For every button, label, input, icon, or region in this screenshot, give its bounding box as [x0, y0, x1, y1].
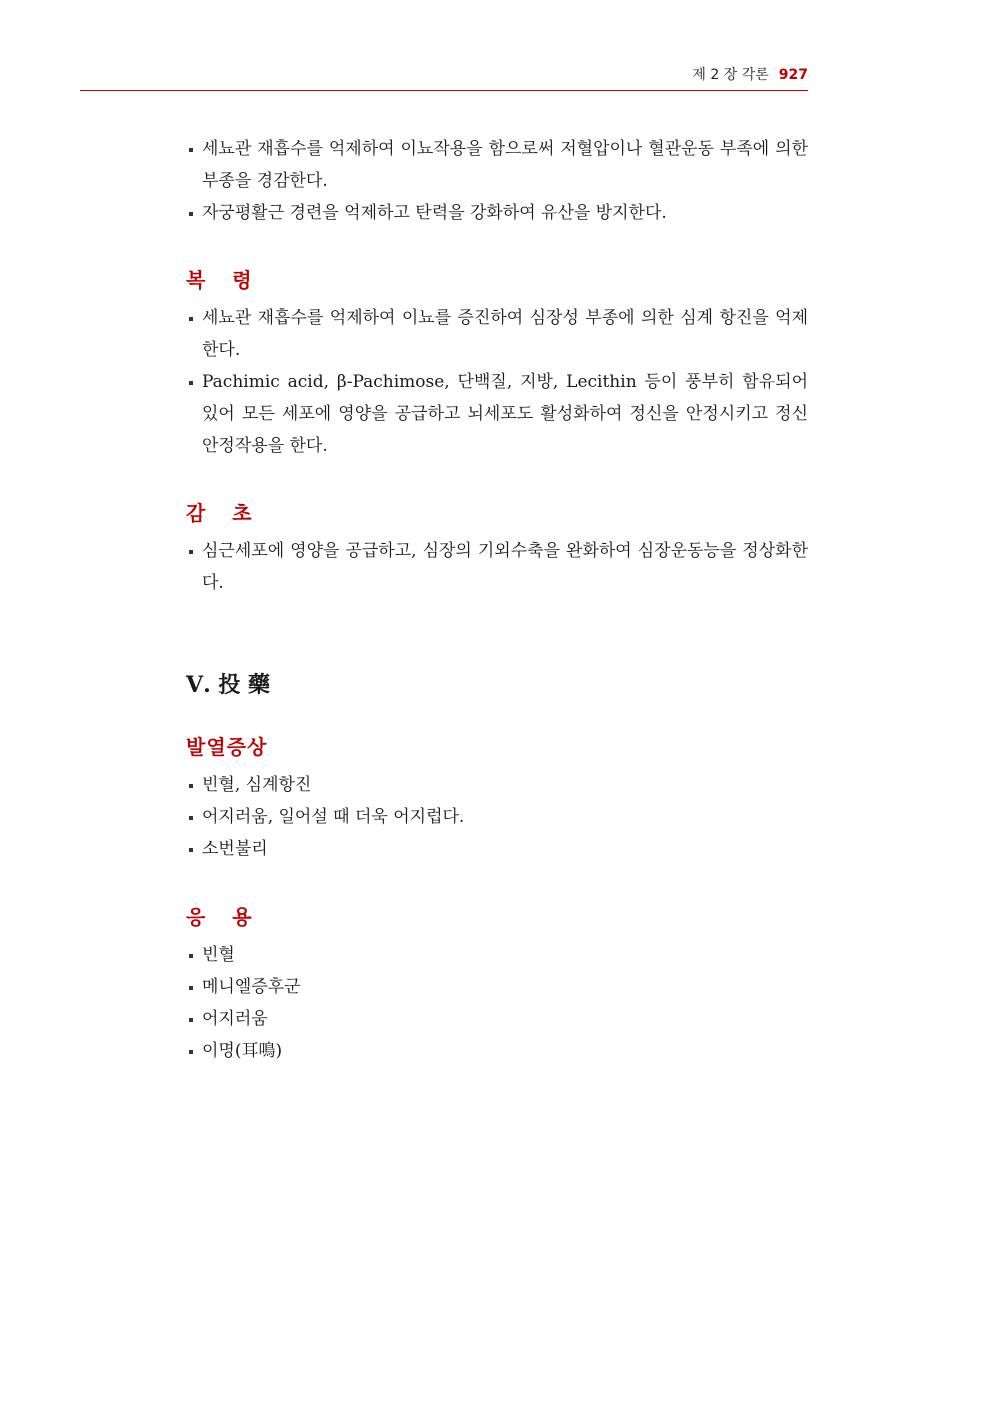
gamcho-list: [186, 535, 808, 599]
list-item: 자궁평활근 경련을 억제하고 탄력을 강화하여 유산을 방지한다.: [186, 197, 808, 229]
list-item: 어지러움: [186, 1003, 808, 1035]
section-heading-application: 응 용: [186, 905, 262, 929]
list-item: 세뇨관 재흡수를 억제하여 이뇨를 증진하여 심장성 부종에 의한 심계 항진을 억제한다.: [186, 302, 808, 366]
header-rule: [80, 90, 808, 91]
section-heading-gamcho: 감 초: [186, 501, 262, 525]
page-content: [186, 133, 808, 1067]
section-heading-symptoms: 발열증상: [186, 735, 268, 759]
bokryeong-list: [186, 302, 808, 462]
list-item: 빈혈, 심계항진: [186, 769, 808, 801]
list-item: 빈혈: [186, 939, 808, 971]
application-list: [186, 939, 808, 1067]
list-item: 메니엘증후군: [186, 971, 808, 1003]
list-item: Pachimic acid, β-Pachimose, 단백질, 지방, Lecithin 등이 풍부히 함유되어 있어 모든 세포에 영양을 공급하고 뇌세포도 활성화하여 정신을 안정시키고 정신안정작용을 한다.: [186, 366, 808, 462]
list-item: 소번불리: [186, 833, 808, 865]
page-header: [80, 64, 808, 84]
list-item: 이명(耳鳴): [186, 1035, 808, 1067]
section-heading-bokryeong: 복 령: [186, 268, 262, 292]
intro-list: [186, 133, 808, 229]
symptoms-list: [186, 769, 808, 865]
list-item: 어지러움, 일어설 때 더욱 어지럽다.: [186, 801, 808, 833]
major-heading: Ⅴ. 投 藥: [186, 672, 271, 698]
list-item: 심근세포에 영양을 공급하고, 심장의 기외수축을 완화하여 심장운동능을 정상화한다.: [186, 535, 808, 599]
chapter-label: 제 2 장 각론: [692, 67, 769, 83]
page-number: 927: [778, 67, 808, 83]
list-item: 세뇨관 재흡수를 억제하여 이뇨작용을 함으로써 저혈압이나 혈관운동 부족에 의한 부종을 경감한다.: [186, 133, 808, 197]
